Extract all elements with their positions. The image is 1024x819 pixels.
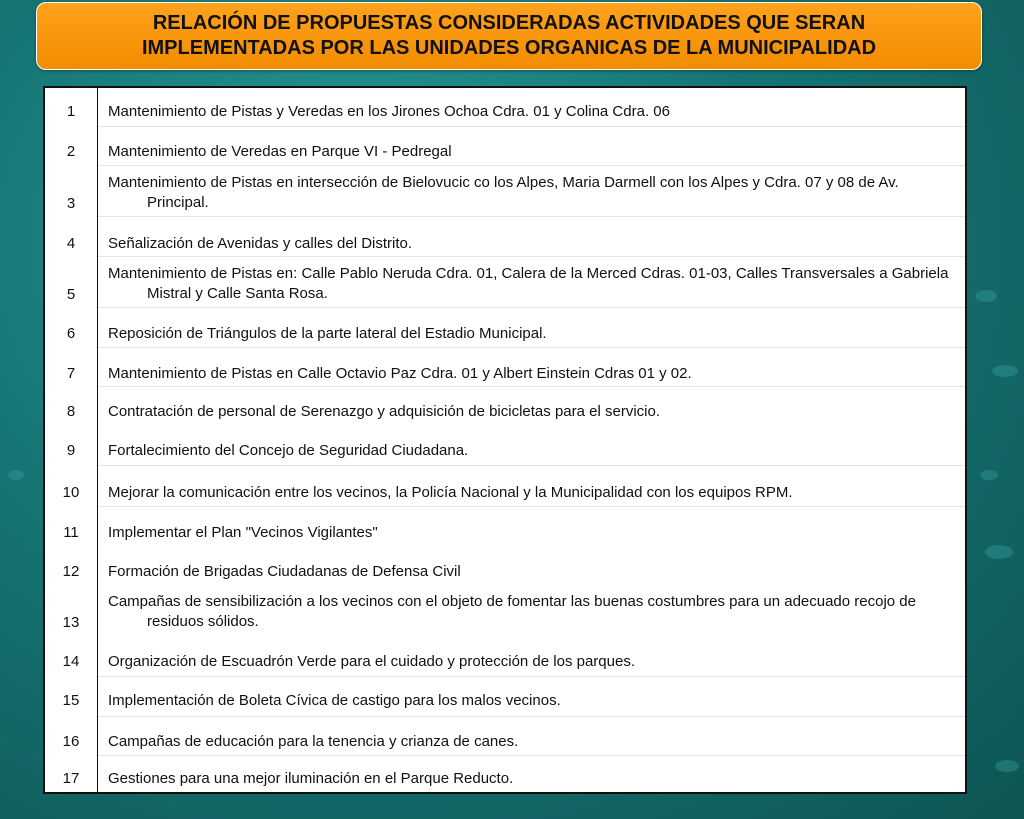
row-text: Señalización de Avenidas y calles del Distrito.: [108, 235, 413, 252]
background-decoration: [985, 545, 1013, 559]
row-text: Implementación de Boleta Cívica de castigo para los malos vecinos.: [108, 692, 561, 709]
table-row: [45, 348, 965, 387]
background-decoration: [992, 365, 1018, 377]
table-row: [45, 257, 965, 308]
row-text: Mejorar la comunicación entre los vecinos, la Policía Nacional y la Municipalidad con los equipos RPM.: [108, 484, 793, 501]
row-text: Mantenimiento de Pistas en Calle Octavio Paz Cdra. 01 y Albert Einstein Cdras 01 y 02.: [108, 365, 692, 382]
row-number: 14: [62, 653, 80, 670]
row-number: 1: [66, 103, 76, 120]
table-row: [45, 426, 965, 466]
row-text: Campañas de educación para la tenencia y crianza de canes.: [108, 733, 519, 750]
row-number: 9: [66, 442, 76, 459]
row-number: 7: [66, 365, 76, 382]
row-number: 6: [66, 325, 76, 342]
table-row: [45, 677, 965, 717]
row-text: Mantenimiento de Pistas en intersección de Bielovucic co los Alpes, Maria Darmell con los Alpes y Cdra. 07 y 08 de Av. Principal.: [108, 174, 899, 211]
title-line-2: IMPLEMENTADAS POR LAS UNIDADES ORGANICAS DE LA MUNICIPALIDAD: [141, 37, 877, 59]
background-decoration: [975, 290, 997, 302]
row-text: Mantenimiento de Veredas en Parque VI - Pedregal: [108, 143, 452, 160]
background-decoration: [8, 470, 24, 480]
background-decoration: [980, 470, 998, 480]
row-number: 5: [66, 286, 76, 303]
background-decoration: [995, 760, 1019, 772]
table-row: [45, 638, 965, 677]
proposals-table: [43, 86, 967, 794]
row-text: Gestiones para una mejor iluminación en el Parque Reducto.: [108, 770, 514, 787]
row-text: Formación de Brigadas Ciudadanas de Defensa Civil: [108, 563, 461, 580]
table-row: [45, 507, 965, 546]
row-number: 8: [66, 403, 76, 420]
table-row: [45, 387, 965, 426]
table-row: [45, 717, 965, 756]
row-text: Mantenimiento de Pistas y Veredas en los Jirones Ochoa Cdra. 01 y Colina Cdra. 06: [108, 103, 670, 120]
row-number: 15: [62, 692, 80, 709]
table-row: [45, 127, 965, 166]
table-row: [45, 88, 965, 127]
title-line-1: RELACIÓN DE PROPUESTAS CONSIDERADAS ACTIVIDADES QUE SERAN: [152, 12, 866, 34]
row-number: 13: [62, 614, 80, 631]
row-number: 4: [66, 235, 76, 252]
row-text: Reposición de Triángulos de la parte lateral del Estadio Municipal.: [108, 325, 547, 342]
row-text: Fortalecimiento del Concejo de Seguridad Ciudadana.: [108, 442, 469, 459]
row-number: 10: [62, 484, 80, 501]
row-text: Campañas de sensibilización a los vecinos con el objeto de fomentar las buenas costumbres para un adecuado recojo de residuos sólidos.: [108, 593, 916, 630]
table-row: [45, 586, 965, 638]
row-number: 3: [66, 195, 76, 212]
table-row: [45, 546, 965, 586]
row-text: Contratación de personal de Serenazgo y adquisición de bicicletas para el servicio.: [108, 403, 660, 420]
table-row: [45, 166, 965, 217]
row-number: 12: [62, 563, 80, 580]
table-row: [45, 466, 965, 507]
row-number: 11: [63, 524, 79, 541]
row-number: 2: [66, 143, 76, 160]
row-text: Mantenimiento de Pistas en: Calle Pablo Neruda Cdra. 01, Calera de la Merced Cdras. 01-03, Calles Transversales a Gabriela Mistral y Calle Santa Rosa.: [108, 265, 949, 302]
row-text: Organización de Escuadrón Verde para el cuidado y protección de los parques.: [108, 653, 635, 670]
table-row: [45, 308, 965, 348]
row-number: 16: [62, 733, 80, 750]
table-row: [45, 217, 965, 257]
table-row: [45, 756, 965, 792]
title-banner: [36, 2, 982, 70]
row-number: 17: [62, 770, 80, 787]
row-text: Implementar el Plan "Vecinos Vigilantes": [108, 524, 378, 541]
